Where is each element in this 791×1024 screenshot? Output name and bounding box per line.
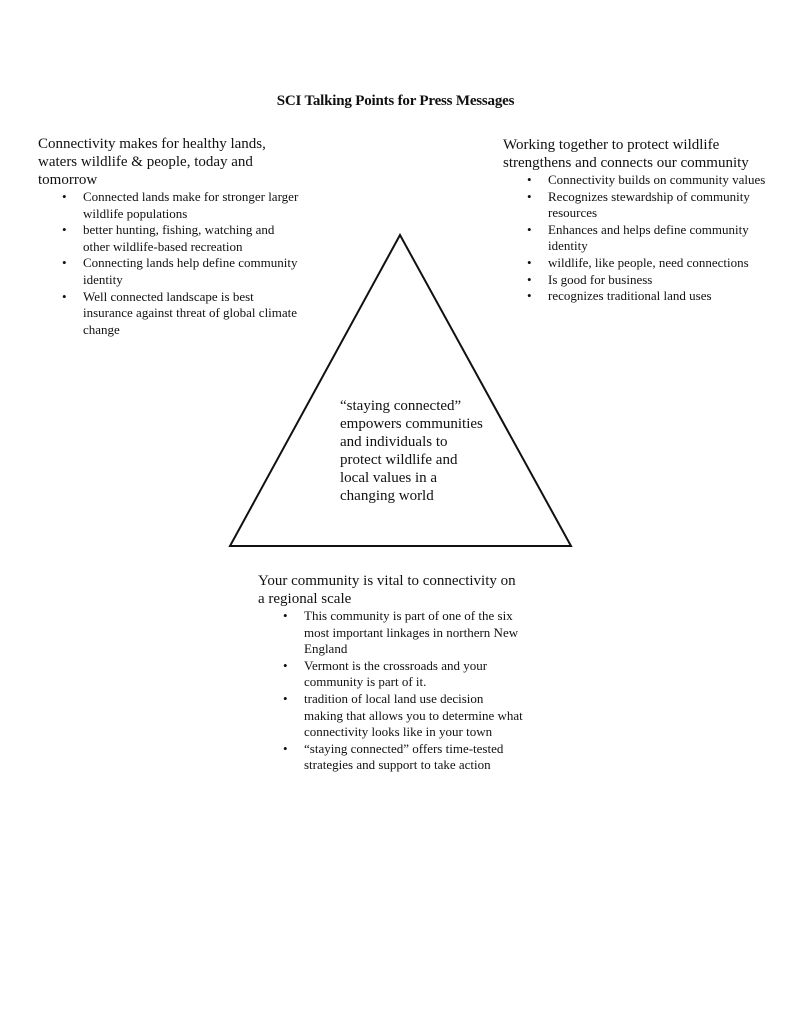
bullet-icon: • <box>527 254 532 270</box>
bullet-icon: • <box>283 740 288 756</box>
list-item-text: better hunting, fishing, watching and other wildlife-based recreation <box>83 222 275 254</box>
list-item <box>283 608 523 658</box>
bullet-icon: • <box>283 608 288 623</box>
bullet-icon: • <box>62 222 67 238</box>
list-item-text: Enhances and helps define community identity <box>548 221 749 254</box>
list-item-text: This community is part of one of the six most important linkages in northern New England <box>304 608 519 657</box>
list-item <box>283 740 523 774</box>
bottom-talking-points <box>258 572 523 774</box>
list-item-text: Is good for business <box>548 271 653 287</box>
bullet-icon: • <box>527 188 532 204</box>
list-item <box>283 690 523 741</box>
list-item-text: Connectivity builds on community values <box>548 172 766 187</box>
right-heading: Working together to protect wildlife strengthens and connects our community <box>503 137 749 171</box>
bullet-icon: • <box>527 172 532 187</box>
bottom-bullet-list <box>283 608 523 774</box>
list-item <box>283 657 523 691</box>
bullet-icon: • <box>62 189 67 204</box>
bullet-icon: • <box>283 690 288 706</box>
list-item-text: Recognizes stewardship of community resources <box>548 188 750 221</box>
bullet-icon: • <box>283 657 288 673</box>
list-item-text: Connected lands make for stronger larger wildlife populations <box>83 189 299 221</box>
bullet-icon: • <box>527 288 532 304</box>
bullet-icon: • <box>527 271 532 287</box>
list-item-text: wildlife, like people, need connections <box>548 254 749 270</box>
page-title: SCI Talking Points for Press Messages <box>276 93 515 109</box>
list-item-text: Vermont is the crossroads and your community is part of it. <box>304 657 488 690</box>
list-item-text: Connecting lands help define community identity <box>83 255 298 287</box>
list-item-text: tradition of local land use decision making that allows you to determine what connectivity looks like in your town <box>304 690 523 740</box>
list-item-text: “staying connected” offers time-tested strategies and support to take action <box>304 740 504 773</box>
list-item-text: recognizes traditional land uses <box>548 288 712 304</box>
triangle-center-text: “staying connected” empowers communities and individuals to protect wildlife and local values in a changing world <box>340 398 483 504</box>
bottom-heading: Your community is vital to connectivity on a regional scale <box>258 573 516 607</box>
list-item-text: Well connected landscape is best insurance against threat of global climate change <box>83 288 298 337</box>
bullet-icon: • <box>527 221 532 237</box>
bullet-icon: • <box>62 255 67 271</box>
left-heading: Connectivity makes for healthy lands, waters wildlife & people, today and tomorrow <box>38 136 266 188</box>
bullet-icon: • <box>62 288 67 304</box>
